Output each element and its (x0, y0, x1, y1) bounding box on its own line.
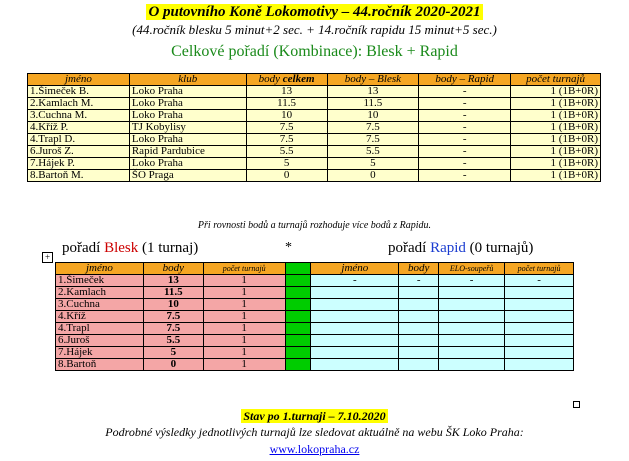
header-celkem-text: celkem (282, 73, 315, 85)
tournament-count: 1 (1B+0R) (511, 134, 601, 146)
blesk-tournament-count: 1 (203, 299, 285, 311)
points-rapid: - (419, 98, 511, 110)
player-name: 2.Kamlach M. (28, 98, 130, 110)
table-row (28, 134, 601, 146)
points-rapid: - (419, 86, 511, 98)
combined-heading: Celkové pořadí (Kombinace): Blesk + Rapid (171, 43, 458, 60)
rapid-elo (439, 287, 505, 299)
rapid-player-name (311, 347, 399, 359)
points-rapid: - (419, 122, 511, 134)
blesk-player-name: 7.Hájek (56, 347, 144, 359)
club: Loko Praha (129, 158, 246, 170)
rapid-points (399, 347, 439, 359)
points-total: 10 (246, 110, 327, 122)
blesk-points: 5 (143, 347, 203, 359)
blesk-points: 13 (143, 275, 203, 287)
tournament-count: 1 (1B+0R) (511, 158, 601, 170)
club: Loko Praha (129, 134, 246, 146)
rapid-player-name (311, 299, 399, 311)
rapid-elo (439, 335, 505, 347)
rapid-player-name (311, 311, 399, 323)
rapid-player-name: - (311, 275, 399, 287)
table-row (56, 311, 574, 323)
club: TJ Kobylisy (129, 122, 246, 134)
points-rapid: - (419, 170, 511, 182)
blesk-points: 11.5 (143, 287, 203, 299)
tournament-count: 1 (1B+0R) (511, 146, 601, 158)
rapid-heading-prefix: pořadí (388, 240, 431, 256)
status-text: Stav po 1.turnaji – 7.10.2020 (243, 409, 386, 423)
table-row (56, 299, 574, 311)
combined-header-row (28, 74, 601, 86)
points-blesk: 10 (327, 110, 419, 122)
blesk-tournament-count: 1 (203, 359, 285, 371)
subtitle: (44.ročník blesku 5 minut+2 sec. + 14.ročník rapidu 15 minut+5 sec.) (132, 22, 497, 37)
col-header-body-blesk: body – Blesk (327, 74, 419, 86)
points-rapid: - (419, 110, 511, 122)
col-header-jmeno: jméno (28, 74, 130, 86)
points-blesk: 7.5 (327, 122, 419, 134)
page-title (0, 3, 629, 21)
table-row (28, 146, 601, 158)
points-rapid: - (419, 146, 511, 158)
green-separator-cell (285, 299, 311, 311)
player-name: 6.Juroš Z. (28, 146, 130, 158)
rapid-tournament-count (505, 359, 574, 371)
table-row (56, 323, 574, 335)
blesk-player-name: 4.Kříž (56, 311, 144, 323)
points-rapid: - (419, 134, 511, 146)
rapid-elo: - (439, 275, 505, 287)
points-blesk: 0 (327, 170, 419, 182)
points-blesk: 5 (327, 158, 419, 170)
green-separator-cell (285, 323, 311, 335)
points-total: 11.5 (246, 98, 327, 110)
rapid-points (399, 287, 439, 299)
rapid-heading-suffix: (0 turnajů) (465, 240, 534, 256)
table-row (28, 86, 601, 98)
table-row (56, 347, 574, 359)
footer-text: Podrobné výsledky jednotlivých turnajů lze sledovat aktuálně na webu ŠK Loko Praha: (105, 425, 524, 439)
table-row (28, 110, 601, 122)
blesk-player-name: 3.Cuchna (56, 299, 144, 311)
blesk-tournament-count: 1 (203, 335, 285, 347)
table-row (28, 170, 601, 182)
points-rapid: - (419, 158, 511, 170)
points-blesk: 13 (327, 86, 419, 98)
club: Loko Praha (129, 86, 246, 98)
header-body-text: body (258, 73, 283, 85)
blesk-player-name: 6.Juroš (56, 335, 144, 347)
tournament-count: 1 (1B+0R) (511, 86, 601, 98)
rapid-elo (439, 347, 505, 359)
rapid-tournament-count (505, 287, 574, 299)
col-header-pocet-turnaju: počet turnajů (511, 74, 601, 86)
rapid-header-elo: ELO-soupeřů (439, 263, 505, 275)
points-total: 5 (246, 158, 327, 170)
rapid-tournament-count (505, 299, 574, 311)
green-separator-cell (285, 287, 311, 299)
points-blesk: 5.5 (327, 146, 419, 158)
player-name: 8.Bartoň M. (28, 170, 130, 182)
blesk-player-name: 8.Bartoň (56, 359, 144, 371)
blesk-player-name: 1.Šimeček (56, 275, 144, 287)
tournament-count: 1 (1B+0R) (511, 110, 601, 122)
blesk-points: 0 (143, 359, 203, 371)
col-header-klub: klub (129, 74, 246, 86)
rapid-player-name (311, 359, 399, 371)
blesk-header-pocet-turnaju: počet turnajů (203, 263, 285, 275)
blesk-heading-prefix: pořadí (62, 240, 105, 256)
rapid-points (399, 359, 439, 371)
points-blesk: 11.5 (327, 98, 419, 110)
rapid-header-jmeno: jméno (311, 263, 399, 275)
club: Loko Praha (129, 98, 246, 110)
table-row (56, 275, 574, 287)
rapid-elo (439, 311, 505, 323)
rapid-elo (439, 359, 505, 371)
club: ŠO Praga (129, 170, 246, 182)
rapid-header-body: body (399, 263, 439, 275)
points-total: 13 (246, 86, 327, 98)
rapid-heading-name: Rapid (430, 240, 466, 256)
player-name: 1.Šimeček B. (28, 86, 130, 98)
blesk-tournament-count: 1 (203, 287, 285, 299)
rapid-elo (439, 299, 505, 311)
green-separator-cell (285, 359, 311, 371)
blesk-points: 10 (143, 299, 203, 311)
combined-table (27, 73, 601, 182)
tournament-count: 1 (1B+0R) (511, 122, 601, 134)
points-blesk: 7.5 (327, 134, 419, 146)
blesk-header-jmeno: jméno (56, 263, 144, 275)
rapid-points: - (399, 275, 439, 287)
blesk-player-name: 2.Kamlach (56, 287, 144, 299)
blesk-tournament-count: 1 (203, 347, 285, 359)
separator-star: * (285, 240, 292, 255)
rapid-points (399, 311, 439, 323)
blesk-heading-name: Blesk (104, 240, 139, 256)
club: Loko Praha (129, 110, 246, 122)
blesk-tournament-count: 1 (203, 275, 285, 287)
points-total: 5.5 (246, 146, 327, 158)
player-name: 4.Trapl D. (28, 134, 130, 146)
rapid-tournament-count (505, 323, 574, 335)
table-row (56, 335, 574, 347)
rapid-header-pocet-turnaju: počet turnajů (505, 263, 574, 275)
blesk-points: 5.5 (143, 335, 203, 347)
blesk-tournament-count: 1 (203, 311, 285, 323)
points-total: 7.5 (246, 134, 327, 146)
table-row (28, 122, 601, 134)
col-header-body-celkem (246, 74, 327, 86)
player-name: 7.Hájek P. (28, 158, 130, 170)
table-row (56, 287, 574, 299)
rapid-elo (439, 323, 505, 335)
points-total: 7.5 (246, 122, 327, 134)
rapid-tournament-count (505, 311, 574, 323)
status-line (0, 407, 629, 425)
table-row (28, 98, 601, 110)
blesk-player-name: 4.Trapl (56, 323, 144, 335)
table-row (56, 359, 574, 371)
green-separator-header (285, 263, 311, 275)
blesk-rapid-table (55, 262, 574, 371)
player-name: 4.Kříž P. (28, 122, 130, 134)
rapid-heading (388, 240, 533, 257)
tournament-count: 1 (1B+0R) (511, 98, 601, 110)
rapid-points (399, 335, 439, 347)
col-header-body-rapid: body – Rapid (419, 74, 511, 86)
table-row (28, 158, 601, 170)
blesk-heading (62, 240, 198, 257)
table-move-handle-icon[interactable]: + (42, 252, 53, 263)
green-separator-cell (285, 311, 311, 323)
player-name: 3.Cuchna M. (28, 110, 130, 122)
rapid-player-name (311, 287, 399, 299)
green-separator-cell (285, 335, 311, 347)
blesk-tournament-count: 1 (203, 323, 285, 335)
blesk-heading-suffix: (1 turnaj) (138, 240, 199, 256)
points-total: 0 (246, 170, 327, 182)
blesk-header-body: body (143, 263, 203, 275)
rapid-tournament-count (505, 347, 574, 359)
rapid-points (399, 299, 439, 311)
website-link[interactable]: www.lokopraha.cz (269, 442, 360, 456)
website-link-wrapper (0, 442, 629, 457)
rapid-player-name (311, 323, 399, 335)
blesk-points: 7.5 (143, 311, 203, 323)
rapid-player-name (311, 335, 399, 347)
rapid-points (399, 323, 439, 335)
rapid-tournament-count: - (505, 275, 574, 287)
green-separator-cell (285, 347, 311, 359)
green-separator-cell (285, 275, 311, 287)
title-text: O putovního Koně Lokomotivy – 44.ročník 2020-2021 (148, 4, 481, 20)
club: Rapid Pardubice (129, 146, 246, 158)
blesk-points: 7.5 (143, 323, 203, 335)
blesk-rapid-header-row (56, 263, 574, 275)
tournament-count: 1 (1B+0R) (511, 170, 601, 182)
rapid-tournament-count (505, 335, 574, 347)
tie-break-note: Při rovnosti bodů a turnajů rozhoduje více bodů z Rapidu. (197, 220, 432, 231)
